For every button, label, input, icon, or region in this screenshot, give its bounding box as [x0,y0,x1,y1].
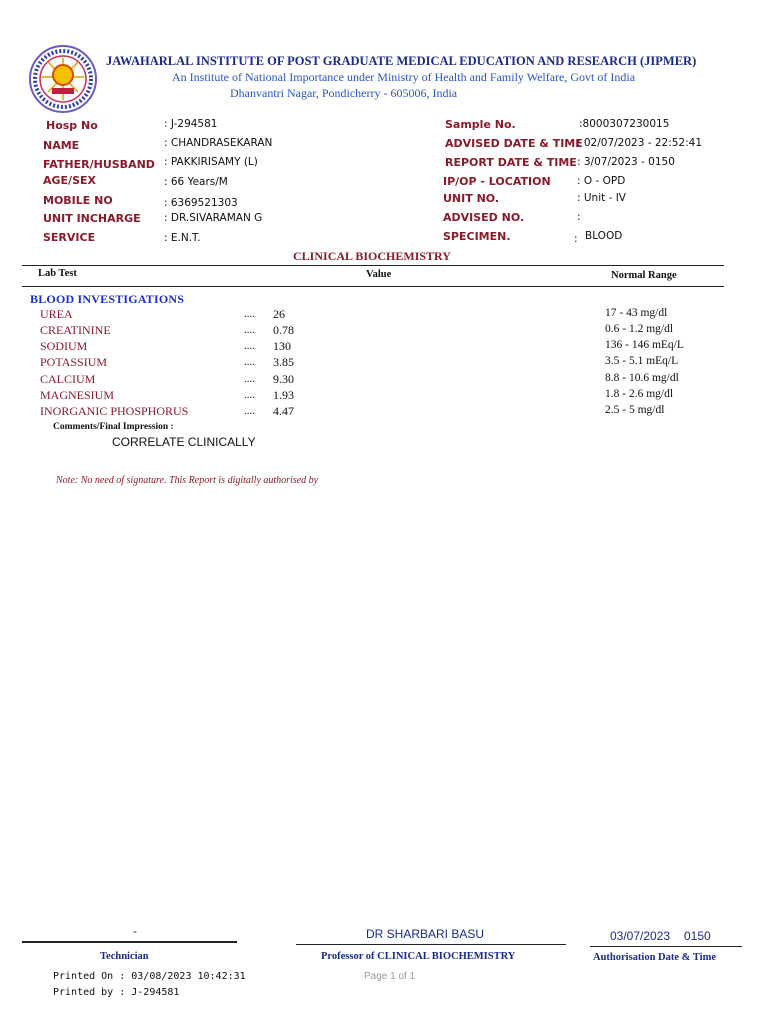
digital-auth-note: Note: No need of signature. This Report is digitally authorised by [56,475,319,486]
leader-dots: .... [244,324,255,336]
service-value: : E.N.T. [164,232,201,244]
test-range: 136 - 146 mEq/L [605,339,684,351]
test-name: SODIUM [40,339,88,353]
report-datetime-label: REPORT DATE & TIME [445,156,577,169]
auth-label: Authorisation Date & Time [593,952,716,963]
col-normal-range: Normal Range [611,270,677,281]
institute-address: Dhanvantri Nagar, Pondicherry - 605006, India [230,86,458,100]
technician-name: - [133,924,137,938]
specimen-colon: : [574,233,578,245]
specimen-label: SPECIMEN. [443,230,511,243]
technician-label: Technician [100,951,149,962]
col-lab-test: Lab Test [38,268,77,279]
header-bottom-rule [22,286,724,287]
test-name: INORGANIC PHOSPHORUS [40,404,189,418]
advised-no-label: ADVISED NO. [443,211,525,224]
technician-rule [22,941,237,943]
test-range: 1.8 - 2.6 mg/dl [605,388,674,400]
hosp-no-value: : J-294581 [164,118,218,130]
doctor-rule [296,944,566,945]
doctor-name: DR SHARBARI BASU [366,927,485,941]
leader-dots: .... [244,308,255,320]
test-value: 9.30 [273,372,294,386]
father-label: FATHER/HUSBAND [43,158,155,171]
leader-dots: .... [244,340,255,352]
unit-incharge-label: UNIT INCHARGE [43,212,141,225]
name-value: : CHANDRASEKARAN [164,137,273,149]
auth-rule [590,946,742,947]
comments-label: Comments/Final Impression : [53,422,174,432]
leader-dots: .... [244,373,255,385]
auth-time: 0150 [684,929,711,943]
report-datetime-value: : 3/07/2023 - 0150 [577,156,675,168]
leader-dots: .... [244,389,255,401]
advised-datetime-label: ADVISED DATE & TIME [445,137,583,150]
sample-no-label: Sample No. [445,118,516,131]
location-label: IP/OP - LOCATION [443,175,551,188]
test-range: 17 - 43 mg/dl [605,307,668,319]
unit-no-value: : Unit - IV [577,192,626,204]
printed-by: Printed by : J-294581 [53,987,180,998]
age-sex-label: AGE/SEX [43,174,96,187]
test-value: 1.93 [273,388,294,402]
institute-name: JAWAHARLAL INSTITUTE OF POST GRADUATE MEDICAL EDUCATION AND RESEARCH (JIPMER) [106,54,697,68]
section-title: CLINICAL BIOCHEMISTRY [293,249,451,263]
comments-text: CORRELATE CLINICALLY [112,435,256,449]
mobile-label: MOBILE NO [43,194,113,207]
page-number: Page 1 of 1 [364,971,416,982]
advised-no-value: : [577,211,581,223]
test-range: 3.5 - 5.1 mEq/L [605,355,679,367]
hosp-no-label: Hosp No [46,119,98,132]
test-name: CREATININE [40,323,111,337]
leader-dots: .... [244,405,255,417]
group-title: BLOOD INVESTIGATIONS [30,292,185,306]
test-value: 26 [273,307,285,321]
test-name: MAGNESIUM [40,388,115,402]
col-value: Value [366,269,392,280]
specimen-value: BLOOD [585,230,623,242]
leader-dots: .... [244,356,255,368]
test-name: CALCIUM [40,372,96,386]
service-label: SERVICE [43,231,96,244]
father-value: : PAKKIRISAMY (L) [164,156,258,168]
sample-no-value: :8000307230015 [579,118,670,130]
unit-no-label: UNIT NO. [443,192,500,205]
test-value: 4.47 [273,404,294,418]
institute-subtitle: An Institute of National Importance under Ministry of Health and Family Welfare, Govt of India [172,70,636,84]
doctor-title: Professor of CLINICAL BIOCHEMISTRY [321,951,516,962]
test-name: UREA [40,307,73,321]
unit-incharge-value: : DR.SIVARAMAN G [164,212,263,224]
header-top-rule [22,265,724,266]
name-label: NAME [43,139,80,152]
test-value: 3.85 [273,355,294,369]
auth-date: 03/07/2023 [610,929,671,943]
location-value: : O - OPD [577,175,626,187]
institute-logo [26,44,100,114]
test-value: 0.78 [273,323,294,337]
test-range: 0.6 - 1.2 mg/dl [605,323,674,335]
printed-on: Printed On : 03/08/2023 10:42:31 [53,971,246,982]
test-name: POTASSIUM [40,355,108,369]
test-range: 2.5 - 5 mg/dl [605,404,665,416]
age-sex-value: : 66 Years/M [164,176,228,188]
test-range: 8.8 - 10.6 mg/dl [605,372,679,384]
mobile-value: : 6369521303 [164,197,238,209]
test-value: 130 [273,339,291,353]
advised-datetime-value: : 02/07/2023 - 22:52:41 [577,137,703,149]
